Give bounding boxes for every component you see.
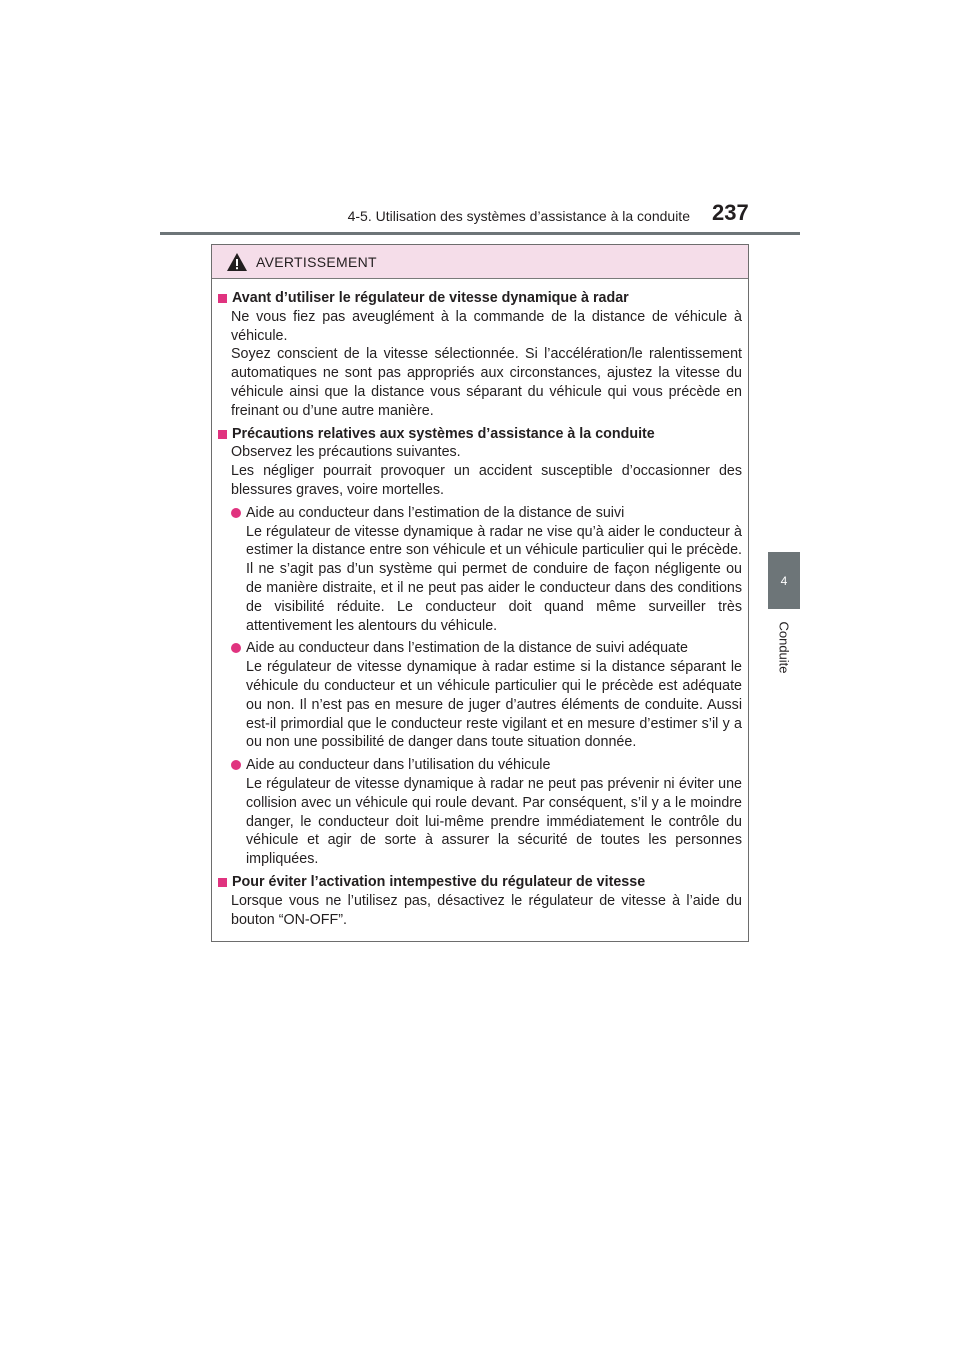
- square-bullet-icon: [218, 878, 227, 887]
- warning-section: [218, 425, 742, 869]
- section-heading: [218, 873, 742, 892]
- section-heading-text: Précautions relatives aux systèmes d’assistance à la conduite: [232, 425, 655, 442]
- list-item-text: Le régulateur de vitesse dynamique à radar estime si la distance séparant le véhicule du conducteur et un véhicule particulier qui le précède est adéquate ou non. Il n’est pas en mesure de juger d’autres éléments de conduite. Aussi est-il primordial que le conducteur reste vigilant et en mesure d’estimer s’il y a ou non une possibilité de danger dans toute situation donnée.: [246, 659, 742, 751]
- list-item-title: Aide au conducteur dans l’utilisation du véhicule: [246, 757, 551, 774]
- section-text: Les négliger pourrait provoquer un accident susceptible d’occasionner des blessures graves, voire mortelles.: [231, 463, 742, 498]
- list-item: [218, 639, 742, 752]
- warning-header: [212, 245, 748, 279]
- section-text: Lorsque vous ne l’utilisez pas, désactivez le régulateur de vitesse à l’aide du bouton “ON-OFF”.: [231, 892, 742, 928]
- section-heading: [218, 289, 742, 308]
- chapter-label-text: Conduite: [776, 620, 792, 674]
- round-bullet-icon: [231, 643, 241, 653]
- page-number: 237: [712, 200, 749, 225]
- section-heading-text: Avant d’utiliser le régulateur de vitesse dynamique à radar: [232, 290, 629, 306]
- section-text: Observez les précautions suivantes.: [231, 444, 461, 461]
- warning-body: [212, 279, 748, 929]
- section-text: Soyez conscient de la vitesse sélectionnée. Si l’accélération/le ralentissement automatiques ne sont pas appropriés aux circonstances, ajustez la vitesse du véhicule ainsi que la distance vous séparant du véhicule qui vous précède en freinant ou d’une autre manière.: [231, 346, 742, 419]
- round-bullet-icon: [231, 508, 241, 518]
- list-item-text: Le régulateur de vitesse dynamique à radar ne vise qu’à aider le conducteur à estimer la distance entre son véhicule et un véhicule particulier qui le précède. Il ne s’agit pas d’un système qui permet de conduire de façon négligente ou de manière distraite, et il ne peut pas aider le conducteur dans des conditions de visibilité réduite. Le conducteur doit quand même surveiller très attentivement les alentours du véhicule.: [246, 523, 742, 634]
- warning-section: [218, 873, 742, 929]
- section-heading-text: Pour éviter l’activation intempestive du régulateur de vitesse: [232, 873, 646, 890]
- round-bullet-icon: [231, 760, 241, 770]
- list-item-title: Aide au conducteur dans l’estimation de la distance de suivi: [246, 504, 625, 521]
- list-item-text: Le régulateur de vitesse dynamique à radar ne peut pas prévenir ni éviter une collision avec un véhicule qui roule devant. Par conséquent, s’il y a le moindre danger, le conducteur doit lui-même prendre immédiatement le contrôle du véhicule et agir de sorte à assurer la sécurité de toutes les personnes impliquées.: [246, 775, 742, 868]
- section-text: Ne vous fiez pas aveuglément à la commande de la distance de véhicule à véhicule.: [231, 308, 742, 344]
- warning-box: [211, 244, 749, 942]
- chapter-label: [768, 612, 800, 682]
- warning-title: AVERTISSEMENT: [256, 253, 377, 270]
- square-bullet-icon: [218, 430, 227, 439]
- chapter-number: 4: [780, 573, 788, 588]
- list-item-title: Aide au conducteur dans l’estimation de la distance de suivi adéquate: [246, 640, 688, 657]
- warning-section: [218, 289, 742, 421]
- list-item: [218, 756, 742, 869]
- chapter-tab[interactable]: [768, 552, 800, 609]
- square-bullet-icon: [218, 294, 227, 303]
- section-title: 4-5. Utilisation des systèmes d’assistance à la conduite: [347, 208, 690, 224]
- section-heading: [218, 425, 742, 444]
- warning-triangle-icon: [226, 252, 248, 272]
- header-divider: [160, 232, 800, 235]
- list-item: [218, 504, 742, 636]
